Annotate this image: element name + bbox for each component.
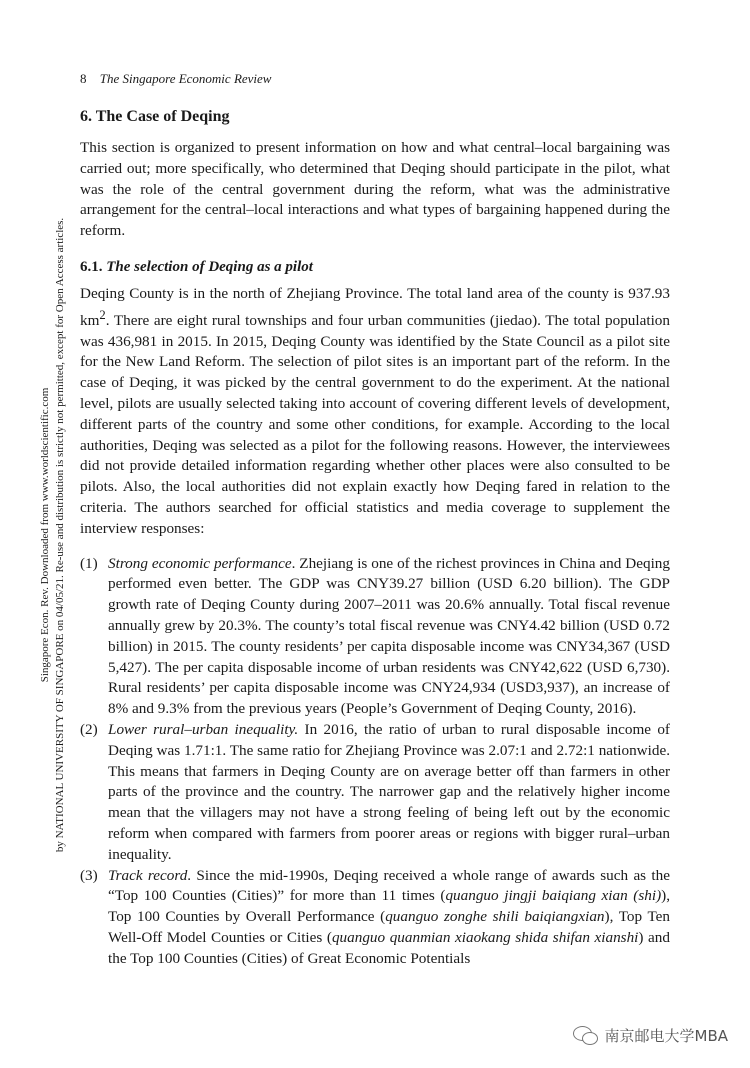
download-notice <box>4 190 66 880</box>
watermark-text: 南京邮电大学MBA <box>604 1027 728 1045</box>
list-item-text: . Since the mid-1990s, Deqing received a whole range of awards such as the “Top 100 Counties (Cities)” for more than 11 times ( <box>108 866 670 905</box>
pinyin-term: quanguo zonghe shili baiqiangxian <box>385 908 605 926</box>
subsection-title: The selection of Deqing as a pilot <box>106 258 313 275</box>
section-title: The Case of Deqing <box>95 108 230 125</box>
paragraph-text-rest: . There are eight rural townships and four urban communities (jiedao). The total population was 436,981 in 2015. In 2015, Deqing County was identified by the State Council as a pilot site for the New Land Reform. The selection of pilot sites is an important part of the reform. In the case of Deqing, it was picked by the central government to do the experiment. At the national level, pilots are usually selected taking into account of covering different levels of development, different parts of the country and some other conditions, for example. According to the local authorities, Deqing was selected as a pilot for the following reasons. However, the interviewees did not provide detailed information regarding whether other places were also consulted to be pilots. Also, the local authorities did not explain exactly how Deqing fared in relation to the criteria. The authors searched for official statistics and media coverage to supplement the interview responses: <box>80 311 670 537</box>
journal-title: The Singapore Economic Review <box>99 71 272 86</box>
list-item <box>80 554 670 720</box>
section-paragraph: This section is organized to present information on how and what central–local bargaining was carried out; more specifically, who determined that Deqing should participate in the pilot, what was the role of the central government during the reform, what was the administrative arrangement for the central–local interactions and what types of bargaining happened during the reform. <box>80 139 670 240</box>
section-heading <box>80 106 670 128</box>
list-item-text: ), Top Ten Well-Off Model Counties or Cities ( <box>108 908 671 946</box>
download-notice-line-1: Singapore Econ. Rev. Downloaded from www.worldscientific.com <box>39 387 51 683</box>
subsection-number: 6.1. <box>80 258 103 275</box>
list-item-lead: Track record <box>108 866 188 884</box>
pinyin-term: quanguo jingji baiqiang xian (shi) <box>445 887 662 905</box>
subsection-paragraph <box>80 284 670 540</box>
list-item-number: (2) <box>80 720 98 738</box>
list-item-number: (3) <box>80 866 98 884</box>
page-number: 8 <box>80 71 87 86</box>
wechat-icon <box>573 1026 599 1046</box>
paragraph-text-start: Deqing County is in the north of Zhejiang Province. The total land area of the county is 937.93 km <box>80 284 670 329</box>
download-notice-line-2: by NATIONAL UNIVERSITY OF SINGAPORE on 04/05/21. Re-use and distribution is strictly not permitted, except for Open Access articles. <box>54 217 66 853</box>
reasons-list <box>80 554 670 970</box>
list-item <box>80 866 670 970</box>
list-item-text: . Zhejiang is one of the richest provinces in China and Deqing performed even better. The GDP was CNY39.27 billion (USD 6.20 billion). The GDP growth rate of Deqing County during 2007–2011 was 20.6% annually. Total fiscal revenue annually grew by 20.3%. The county’s total fiscal revenue was CNY4.42 billion (USD 0.72 billion) in 2015. The county residents’ per capita disposable income was CNY34,367 (USD 5,427). The per capita disposable income of urban residents was CNY42,622 (USD 6,730). Rural residents’ per capita disposable income was CNY24,934 (USD3,937), an increase of 8% and 9.3% from the previous years (People’s Government of Deqing County, 2016). <box>108 554 670 718</box>
list-item <box>80 720 670 866</box>
list-item-number: (1) <box>80 554 98 572</box>
list-item-lead: Lower rural–urban inequality. <box>108 720 299 738</box>
list-item-text: In 2016, the ratio of urban to rural disposable income of Deqing was 1.71:1. The same ratio for Zhejiang Province was 2.07:1 and 2.72:1 nationwide. This means that farmers in Deqing County are on average better off than farmers in other parts of the province and the country. The narrower gap and the relatively higher income mean that the villagers may not have a strong feeling of being left out by the economic reform when compared with farmers from poorer areas or regions with bigger rural–urban inequality. <box>108 720 670 863</box>
watermark <box>573 1025 729 1046</box>
pinyin-term: quanguo quanmian xiaokang shida shifan xianshi <box>331 928 639 946</box>
list-item-lead: Strong economic performance <box>108 554 292 572</box>
download-notice-text <box>38 190 68 880</box>
running-head <box>80 70 670 88</box>
section-number: 6. <box>80 108 92 125</box>
subsection-heading <box>80 256 670 278</box>
page-content <box>80 70 670 970</box>
list-item-text: ), Top 100 Counties by Overall Performance ( <box>108 887 670 926</box>
superscript: 2 <box>99 307 106 322</box>
list-item-text: ) and the Top 100 Counties (Cities) of Great Economic Potentials <box>108 928 670 967</box>
